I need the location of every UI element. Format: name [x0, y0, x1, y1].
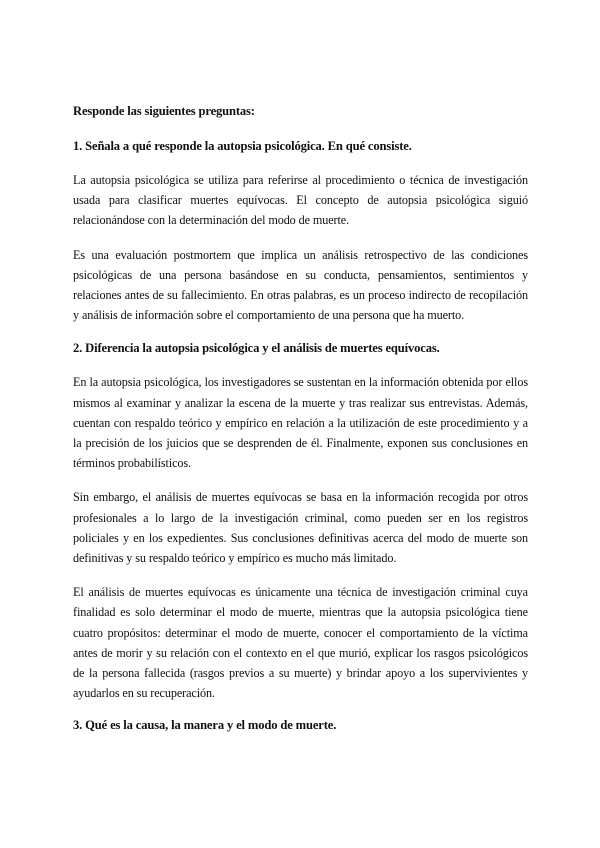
question-2-heading: 2. Diferencia la autopsia psicológica y el análisis de muertes equívocas. — [73, 341, 440, 356]
answer-1-paragraph-1: La autopsia psicológica se utiliza para referirse al procedimiento o técnica de investigación usada para clasificar muertes equívocas. El concepto de autopsia psicológica siguió relacionándose con la determinación del modo de muerte. — [73, 173, 528, 228]
answer-2-paragraph-2: Sin embargo, el análisis de muertes equívocas se basa en la información recogida por otros profesionales a lo largo de la investigación criminal, como pueden ser en los registros policiales y en los expedientes. Sus conclusiones definitivas acerca del modo de muerte son definitivas y su respaldo teórico y empírico es mucho más limitado. — [73, 490, 528, 566]
document-intro-heading: Responde las siguientes preguntas: — [73, 104, 255, 118]
question-3-heading: 3. Qué es la causa, la manera y el modo de muerte. — [73, 718, 337, 733]
document-body — [73, 102, 528, 735]
answer-2-paragraph-3: El análisis de muertes equívocas es únicamente una técnica de investigación criminal cuya finalidad es solo determinar el modo de muerte, mientras que la autopsia psicológica tiene cuatro propósitos: determinar el modo de muerte, conocer el comportamiento de la víctima antes de morir y su relación con el contexto en el que murió, explicar los rasgos psicológicos de la persona fallecida (rasgos previos a su muerte) y brindar apoyo a los supervivientes y ayudarlos en su recuperación. — [73, 585, 528, 701]
question-1-heading: 1. Señala a qué responde la autopsia psicológica. En qué consiste. — [73, 139, 412, 153]
answer-1-paragraph-2: Es una evaluación postmortem que implica un análisis retrospectivo de las condiciones psicológicas de una persona basándose en su conducta, pensamientos, sentimientos y relaciones antes de su fallecimiento. En otras palabras, es un proceso indirecto de recopilación y análisis de información sobre el comportamiento de una persona que ha muerto. — [73, 247, 528, 323]
answer-2-paragraph-1: En la autopsia psicológica, los investigadores se sustentan en la información obtenida por ellos mismos al examinar y analizar la escena de la muerte y tras realizar sus entrevistas. Además, cuentan con respaldo teórico y empírico en relación a la utilización de este procedimiento y a la precisión de los juicios que se desprenden de él. Finalmente, exponen sus conclusiones en términos probabilísticos. — [73, 375, 528, 471]
